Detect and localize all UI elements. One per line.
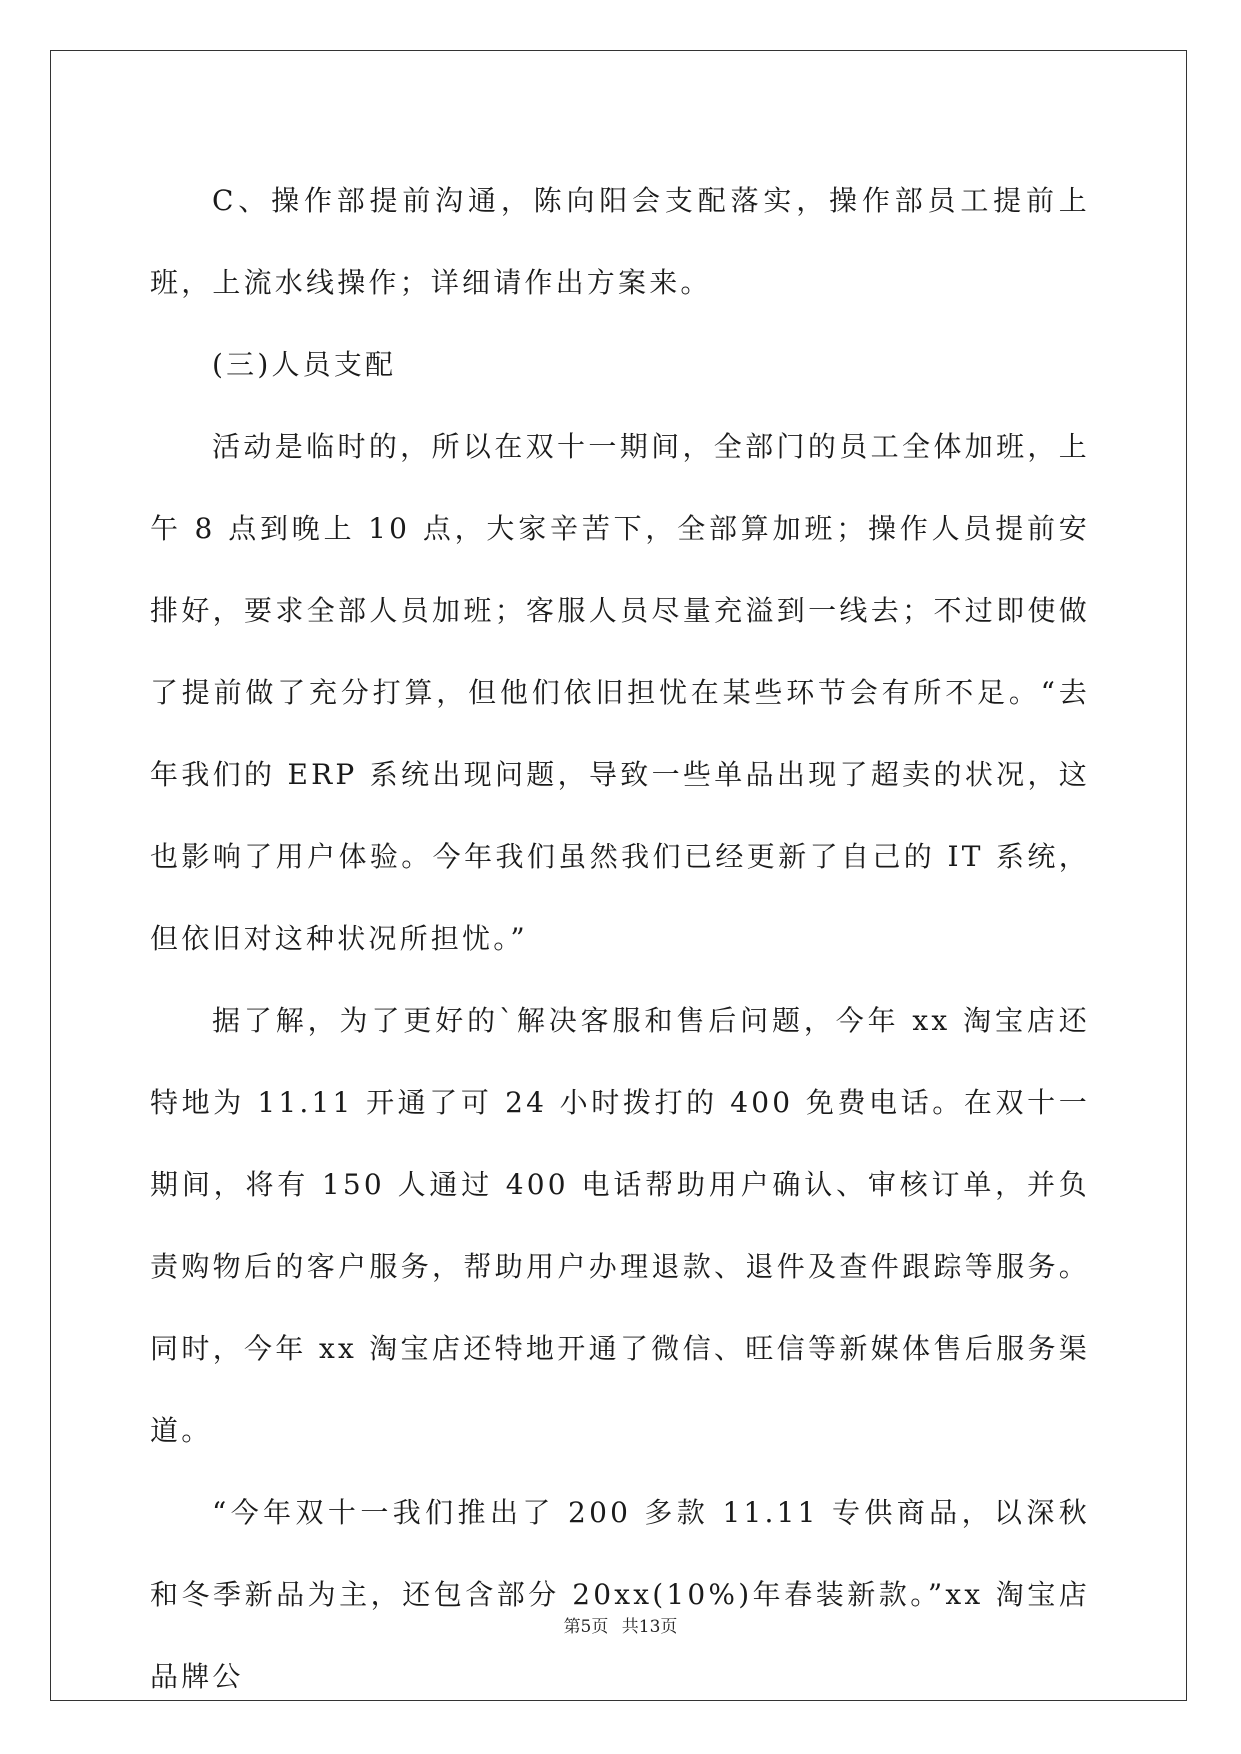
paragraph-operations: C、操作部提前沟通，陈向阳会支配落实，操作部员工提前上班，上流水线操作；详细请作出方案来。 (150, 184, 1090, 299)
page-total: 共13页 (621, 1617, 678, 1637)
page-footer (0, 1612, 1241, 1637)
paragraph-products: “今年双十一我们推出了 200 多款 11.11 专供商品，以深秋和冬季新品为主，还包含部分 20xx(10%)年春装新款。”xx 淘宝店品牌公 (150, 1496, 1090, 1693)
section-heading-staffing: (三)人员支配 (212, 348, 397, 381)
paragraph-customer-service: 据了解，为了更好的`解决客服和售后问题，今年 xx 淘宝店还特地为 11.11 开通了可 24 小时拨打的 400 免费电话。在双十一期间，将有 150 人通过 400 电话帮助用户确认、审核订单，并负责购物后的客户服务，帮助用户办理退款、退件及查件跟踪等服务。同时，今年 xx 淘宝店还特地开通了微信、旺信等新媒体售后服务渠道。 (150, 1004, 1090, 1447)
document-body (150, 160, 1090, 1718)
paragraph-staffing: 活动是临时的，所以在双十一期间，全部门的员工全体加班，上午 8 点到晚上 10 点，大家辛苦下，全部算加班；操作人员提前安排好，要求全部人员加班；客服人员尽量充溢到一线去；不过即使做了提前做了充分打算，但他们依旧担忧在某些环节会有所不足。“去年我们的 ERP 系统出现问题，导致一些单品出现了超卖的状况，这也影响了用户体验。今年我们虽然我们已经更新了自己的 IT 系统，但依旧对这种状况所担忧。” (150, 430, 1090, 955)
page-number: 第5页 (563, 1617, 609, 1637)
